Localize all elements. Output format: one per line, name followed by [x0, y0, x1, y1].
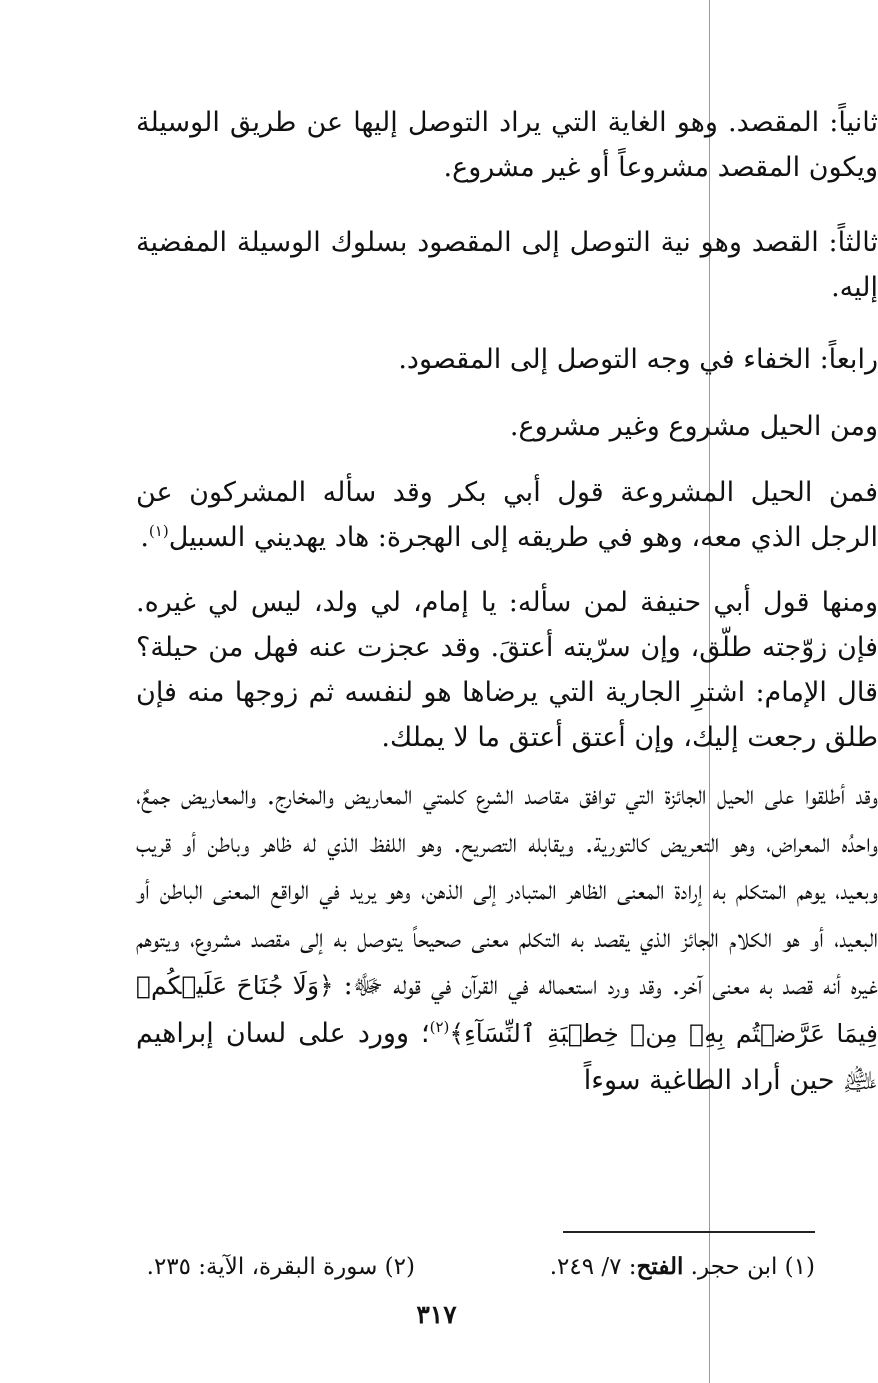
paragraph-fourth-khafa: رابعاً: الخفاء في وجه التوصل إلى المقصود.: [398, 344, 878, 375]
footnote-divider: [563, 1231, 815, 1233]
paragraph-maarid: [136, 772, 878, 1105]
maarid-text: وقد أطلقوا على الحيل الجائزة التي توافق مقاصد الشرع كلمتي المعاريض والمخارج. والمعاريض جمعٌ، واحدُه المعراض، وهو التعريض كالتورية. ويقابله التصريح. وهو اللفظ الذي له ظاهر وباطن أو قريب وبعيد، يوهم المتكلم به إرادة المعنى الظاهر المتبادر إلى الذهن، وهو يريد في الواقع المعنى الباطن أو البعيد، أو هو الكلام الجائز الذي يقصد به التكلم معنى صحيحاً يتوصل به إلى مقصد مشروع، ويتوهم غيره أنه قصد به معنى آخر. وقد ورد استعماله في القرآن في قوله ﷻ:: [136, 780, 878, 1001]
footnote-1-title: الفتح: [636, 1253, 684, 1280]
abu-bakr-text: فمن الحيل المشروعة قول أبي بكر وقد سأله المشركون عن الرجل الذي معه، وهو في طريقه إلى الهجرة: هاد يهديني السبيل: [136, 477, 878, 553]
footnote-1-location: : ٧/ ٢٤٩.: [549, 1254, 637, 1280]
footnote-ref-1[interactable]: (١): [148, 522, 169, 540]
footnote-1-author: (١) ابن حجر.: [683, 1254, 815, 1280]
maarid-text-continued: ؛ وورد على لسان إبراهيم ﵇ حين أراد الطاغية سوءاً: [136, 1017, 878, 1096]
abu-bakr-end: .: [140, 522, 149, 553]
page-number: ٣١٧: [416, 1300, 457, 1329]
footnote-1: [550, 1252, 815, 1282]
footnote-ref-2[interactable]: (٢): [429, 1017, 450, 1036]
paragraph-second-maqsad: ثانياً: المقصد. وهو الغاية التي يراد التوصل إليها عن طريق الوسيلة ويكون المقصد مشروعاً أو غير مشروع.: [136, 107, 878, 183]
paragraph-hiyal-types: ومن الحيل مشروع وغير مشروع.: [509, 411, 878, 442]
paragraph-third-qasd: ثالثاً: القصد وهو نية التوصل إلى المقصود بسلوك الوسيلة المفضية إليه.: [136, 227, 878, 303]
paragraph-abu-hanifa: ومنها قول أبي حنيفة لمن سأله: يا إمام، لي ولد، ليس لي غيره. فإن زوّجته طلّق، وإن سرّيته أعتقَ. وقد عجزت عنه فهل من حيلة؟ قال الإمام: اشترِ الجارية التي يرضاها هو لنفسه ثم زوجها منه فإن طلق رجعت إليك، وإن أعتق أعتق ما لا يملك.: [136, 587, 878, 753]
quran-verse: ﴿وَلَا جُنَاحَ عَلَيۡكُمۡ فِيمَا عَرَّضۡتُم بِهِۦ مِنۡ خِطۡبَةِ ٱلنِّسَآءِ﴾: [136, 971, 878, 1048]
paragraph-abu-bakr: [136, 470, 878, 560]
footnote-2: (٢) سورة البقرة، الآية: ٢٣٥.: [146, 1254, 415, 1280]
